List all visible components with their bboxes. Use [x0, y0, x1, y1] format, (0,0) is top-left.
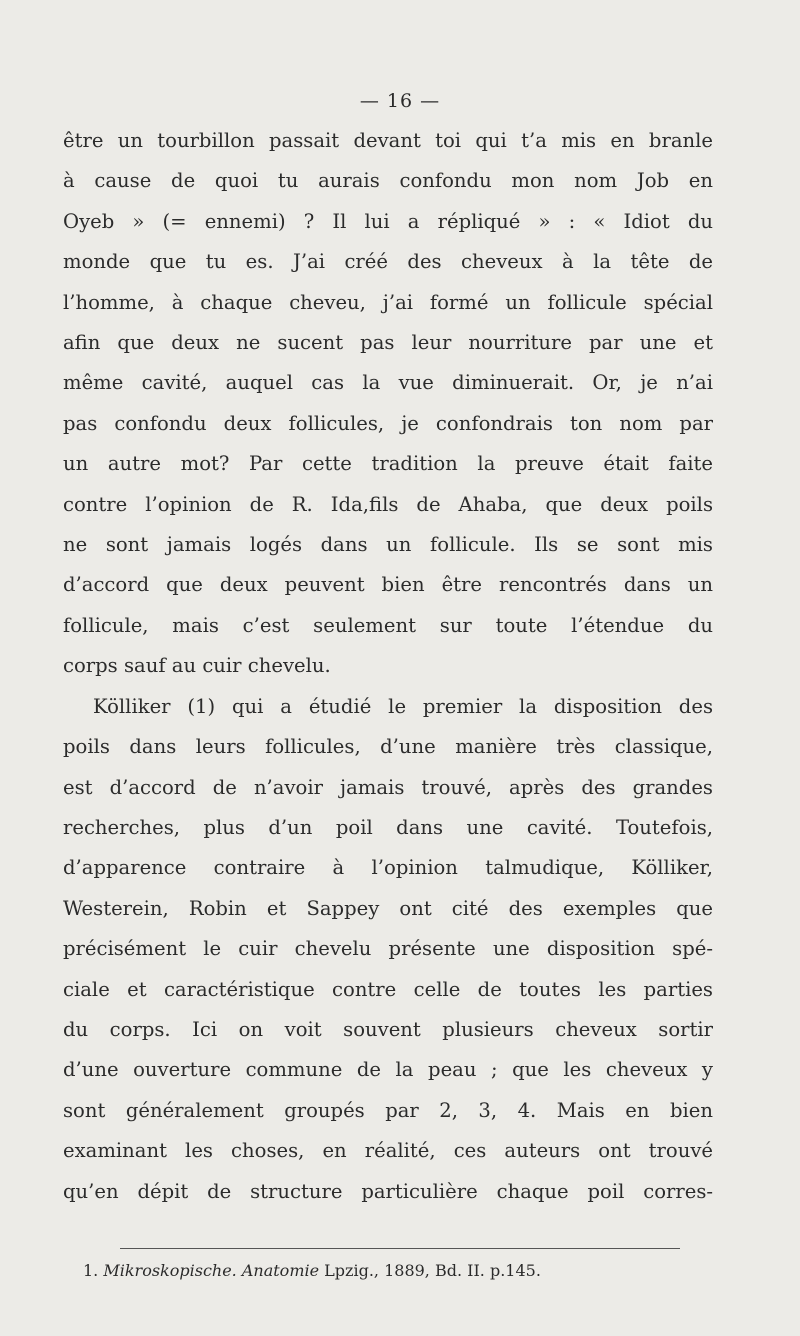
text-line: l’homme, à chaque cheveu, j’ai formé un follicule spécial [63, 290, 713, 314]
text-line: afin que deux ne sucent pas leur nourriture par une et [63, 331, 713, 355]
text-line: du corps. Ici on voit souvent plusieurs cheveux sortir [63, 1017, 713, 1041]
footnote [83, 1261, 541, 1280]
text-line: qu’en dépit de structure particulière chaque poil corres- [63, 1179, 713, 1203]
body-text [63, 121, 713, 1212]
text-line: follicule, mais c’est seulement sur toute l’étendue du [63, 613, 713, 637]
text-line: précisément le cuir chevelu présente une disposition spé- [63, 937, 713, 961]
text-line: un autre mot? Par cette tradition la preuve était faite [63, 452, 713, 476]
text-line: poils dans leurs follicules, d’une manière très classique, [63, 735, 713, 759]
text-line: Kölliker (1) qui a étudié le premier la disposition des [93, 694, 713, 718]
text-line: même cavité, auquel cas la vue diminuerait. Or, je n’ai [63, 371, 713, 395]
text-line: pas confondu deux follicules, je confondrais ton nom par [63, 411, 713, 435]
text-line: à cause de quoi tu aurais confondu mon nom Job en [63, 169, 713, 193]
footnote-reference: Lpzig., 1889, Bd. II. p.145. [324, 1261, 541, 1280]
footnote-divider [120, 1248, 680, 1249]
text-line: Oyeb » (= ennemi) ? Il lui a répliqué » : « Idiot du [63, 209, 713, 233]
text-line: est d’accord de n’avoir jamais trouvé, après des grandes [63, 775, 713, 799]
text-line: d’accord que deux peuvent bien être rencontrés dans un [63, 573, 713, 597]
text-line: corps sauf au cuir chevelu. [63, 654, 331, 678]
text-line: contre l’opinion de R. Ida,fils de Ahaba, que deux poils [63, 492, 713, 516]
footnote-marker: 1. [83, 1261, 99, 1280]
text-line: Westerein, Robin et Sappey ont cité des exemples que [63, 896, 713, 920]
text-line: d’une ouverture commune de la peau ; que les cheveux y [63, 1058, 713, 1082]
footnote-title: Mikroskopische. Anatomie [103, 1261, 320, 1280]
text-line: d’apparence contraire à l’opinion talmudique, Kölliker, [63, 856, 713, 880]
text-line: ne sont jamais logés dans un follicule. Ils se sont mis [63, 533, 713, 557]
text-line: être un tourbillon passait devant toi qui t’a mis en branle [63, 129, 713, 152]
text-line: recherches, plus d’un poil dans une cavité. Toutefois, [63, 815, 713, 839]
text-line: examinant les choses, en réalité, ces auteurs ont trouvé [63, 1139, 713, 1163]
text-line: ciale et caractéristique contre celle de toutes les parties [63, 977, 713, 1001]
text-line: monde que tu es. J’ai créé des cheveux à la tête de [63, 250, 713, 274]
page-number: — 16 — [359, 90, 441, 112]
text-line: sont généralement groupés par 2, 3, 4. Mais en bien [63, 1098, 713, 1122]
